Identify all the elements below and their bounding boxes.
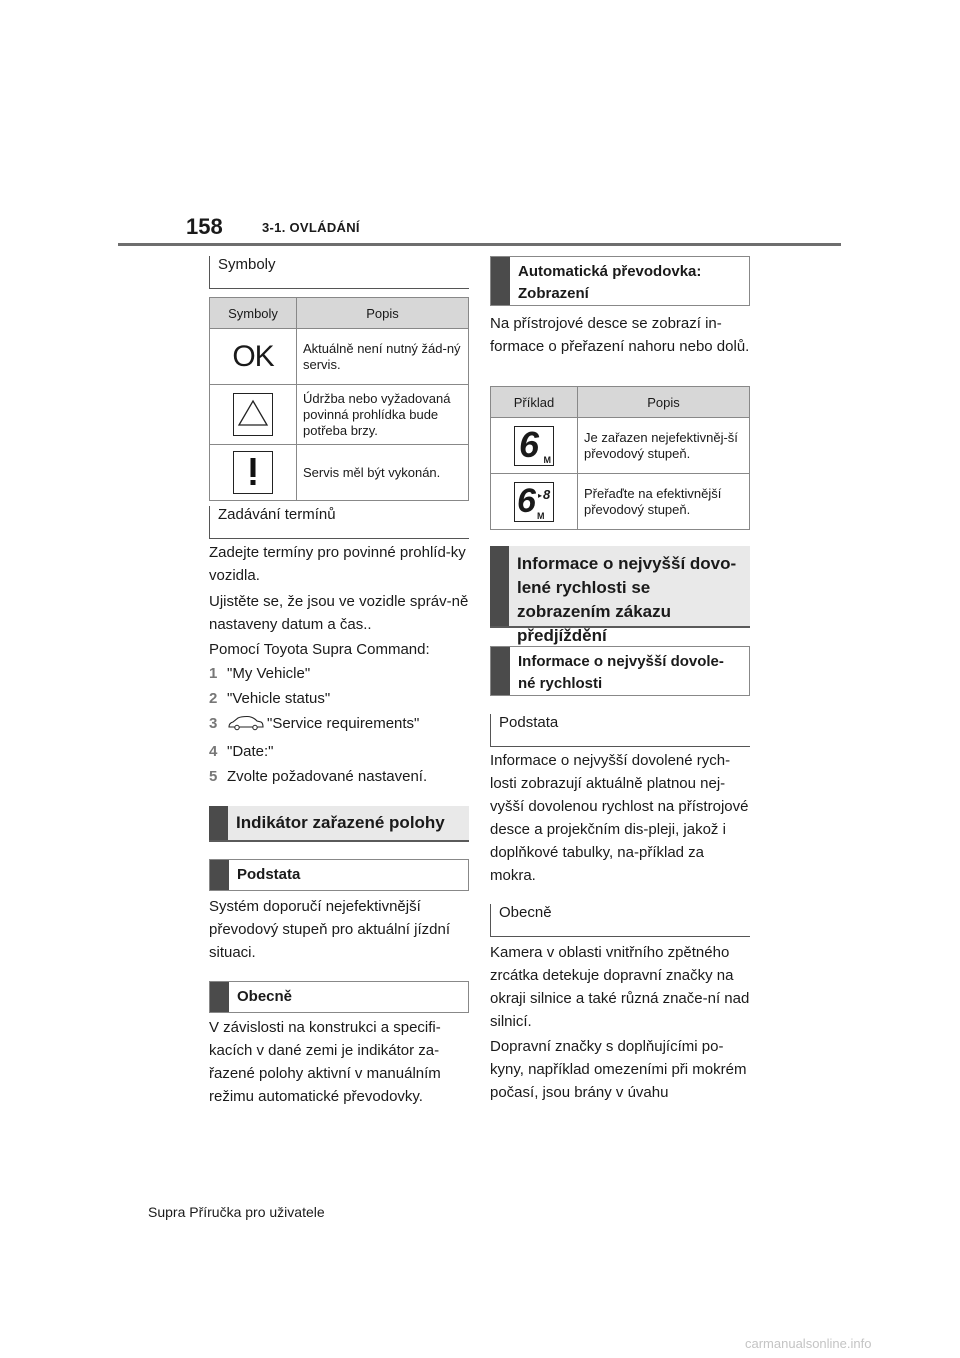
date-entry-subheading-label: Zadávání termínů <box>218 506 336 523</box>
list-item <box>209 661 471 686</box>
description-cell: Je zařazen nejefektivněj-ší převodový stupeň. <box>578 418 750 474</box>
table-row <box>491 474 750 530</box>
paragraph: Informace o nejvyšší dovolené rych-losti zobrazují aktuálně platnou nej-vyšší dovolenou rychlost na přístrojové desce a projekčním dis-pleji, jakož i doplňkové tabulky, na-příklad za mokra. <box>490 752 749 884</box>
automatic-transmission-heading-label: Automatická převodovka: Zobrazení <box>518 263 702 302</box>
paragraph: Systém doporučí nejefektivnější převodový stupeň pro aktuální jízdní situaci. <box>209 898 450 961</box>
watermark: carmanualsonline.info <box>745 1336 872 1351</box>
col-header-example: Příklad <box>491 387 578 418</box>
car-icon <box>227 714 265 739</box>
paragraph: V závislosti na konstrukci a specifi-kacích v dané zemi je indikátor za-řazené polohy aktivní v manuálním režimu automatické převodovky. <box>209 1019 441 1105</box>
service-symbols-table <box>209 297 469 501</box>
speed-limit-no-passing-heading <box>490 546 750 645</box>
description-cell: Aktuálně není nutný žád-ný servis. <box>297 329 469 385</box>
table-header-row <box>491 387 750 418</box>
step-number: 4 <box>209 743 218 760</box>
exclamation-icon <box>233 451 273 494</box>
paragraph: Kamera v oblasti vnitřního zpětného zrcátka detekuje dopravní značky na okraji silnice a také různá znače-ní nad silnicí. <box>490 944 750 1030</box>
description-cell: Servis měl být vykonán. <box>297 445 469 501</box>
gear-mode: M <box>543 454 551 465</box>
warning-triangle-icon <box>233 393 273 436</box>
basis-subheading <box>490 714 750 747</box>
paragraph: Ujistěte se, že jsou ve vozidle správ-ně nastaveny datum a čas.. <box>209 593 469 633</box>
speed-limit-no-passing-heading-label: Informace o nejvyšší dovo-lené rychlosti se zobrazením zákazu předjíždění <box>517 554 737 645</box>
table-row <box>210 445 469 501</box>
list-item <box>209 764 471 789</box>
step-text: "Vehicle status" <box>227 690 331 707</box>
paragraph: Pomocí Toyota Supra Command: <box>209 641 430 658</box>
step-text: "My Vehicle" <box>227 665 311 682</box>
date-entry-subheading <box>209 506 469 539</box>
gear-6-to-8-m-icon <box>514 482 554 522</box>
col-header-description: Popis <box>297 298 469 329</box>
chapter-title: 3-1. OVLÁDÁNÍ <box>262 220 360 235</box>
general-subheading <box>490 904 750 937</box>
gear-digit: 6 <box>519 423 540 465</box>
heading-bar <box>210 860 229 890</box>
example-cell <box>491 474 578 530</box>
symbol-cell <box>210 385 297 445</box>
heading-bar <box>490 546 509 626</box>
footer-manual-title: Supra Příručka pro uživatele <box>148 1204 325 1220</box>
step-number: 3 <box>209 715 218 732</box>
gear-indicator-heading <box>209 806 469 842</box>
symbol-cell <box>210 445 297 501</box>
step-text: "Service requirements" <box>267 715 420 732</box>
page-number: 158 <box>186 214 223 239</box>
step-number: 1 <box>209 665 218 682</box>
heading-bar <box>491 647 510 695</box>
general-heading-label: Obecně <box>237 988 293 1005</box>
general-heading <box>209 981 469 1013</box>
symbols-subheading <box>209 256 469 289</box>
symbol-cell <box>210 329 297 385</box>
list-item <box>209 739 471 764</box>
gear-examples-table <box>490 386 750 530</box>
col-header-symbols: Symboly <box>210 298 297 329</box>
table-row <box>491 418 750 474</box>
heading-bar <box>209 806 228 840</box>
paragraph: Dopravní značky s doplňujícími po-kyny, například omezeními při mokrém počasí, jsou brány v úvahu <box>490 1038 747 1101</box>
general-subheading-label: Obecně <box>499 904 552 921</box>
heading-bar <box>210 982 229 1012</box>
table-header-row <box>210 298 469 329</box>
heading-bar <box>491 257 510 305</box>
speed-limit-heading-label: Informace o nejvyšší dovole-né rychlosti <box>518 653 724 692</box>
gear-indicator-heading-label: Indikátor zařazené polohy <box>236 813 445 832</box>
basis-heading <box>209 859 469 891</box>
gear-6-m-icon <box>514 423 554 466</box>
table-row <box>210 385 469 445</box>
step-text: "Date:" <box>227 743 274 760</box>
step-text: Zvolte požadované nastavení. <box>227 768 428 785</box>
description-cell: Přeřaďte na efektivnější převodový stupeň. <box>578 474 750 530</box>
steps-list <box>209 661 471 789</box>
table-row <box>210 329 469 385</box>
automatic-transmission-heading <box>490 256 750 306</box>
target-gear: 8 <box>543 486 551 502</box>
gear-mode: M <box>537 510 545 521</box>
list-item <box>209 686 471 711</box>
step-number: 5 <box>209 768 218 785</box>
symbols-subheading-label: Symboly <box>218 256 276 273</box>
description-cell: Údržba nebo vyžadovaná povinná prohlídka bude potřeba brzy. <box>297 385 469 445</box>
col-header-description: Popis <box>578 387 750 418</box>
basis-heading-label: Podstata <box>237 866 301 883</box>
arrow-right-icon: ▸ <box>538 490 543 500</box>
header-divider <box>118 243 841 246</box>
paragraph: Na přístrojové desce se zobrazí in-formace o přeřazení nahoru nebo dolů. <box>490 315 750 355</box>
paragraph: Zadejte termíny pro povinné prohlíd-ky vozidla. <box>209 544 466 584</box>
example-cell <box>491 418 578 474</box>
basis-subheading-label: Podstata <box>499 714 559 731</box>
speed-limit-heading <box>490 646 750 696</box>
gear-digit: 6 <box>517 481 536 520</box>
step-number: 2 <box>209 690 218 707</box>
list-item <box>209 711 471 739</box>
ok-text-icon: OK <box>232 339 274 373</box>
